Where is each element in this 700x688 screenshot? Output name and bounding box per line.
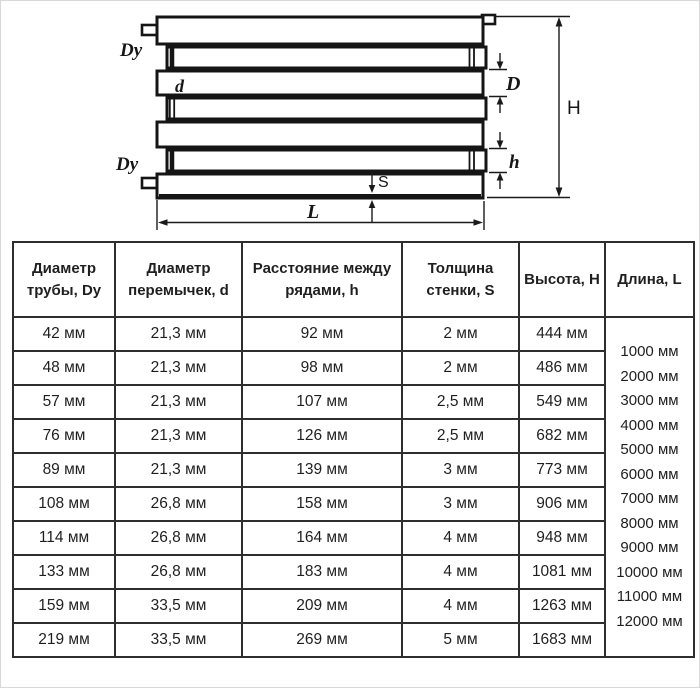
label-dy-top: Dy xyxy=(120,40,143,61)
table-row xyxy=(13,385,694,419)
spec-cell: 98 мм xyxy=(242,351,402,385)
spec-cell: 164 мм xyxy=(242,521,402,555)
header-length: Длина, L xyxy=(605,242,694,317)
spec-cell: 26,8 мм xyxy=(115,555,242,589)
spec-cell: 57 мм xyxy=(13,385,115,419)
table-row xyxy=(13,555,694,589)
length-option: 11000 мм xyxy=(616,588,683,605)
length-option: 2000 мм xyxy=(620,367,679,385)
table-row xyxy=(13,589,694,623)
length-option: 5000 мм xyxy=(620,441,679,458)
spec-table-body xyxy=(13,317,694,657)
spec-cell: 444 мм xyxy=(519,317,605,351)
tube-row xyxy=(157,71,483,95)
label-dy-bottom: Dy xyxy=(116,154,139,175)
label-L: L xyxy=(307,201,320,223)
spec-table xyxy=(12,241,695,658)
label-d: d xyxy=(175,76,184,96)
tube-row xyxy=(167,47,486,68)
label-h: h xyxy=(509,152,520,173)
length-options-cell xyxy=(605,317,694,657)
spec-cell: 2 мм xyxy=(402,351,519,385)
spec-cell: 33,5 мм xyxy=(115,623,242,657)
spec-cell: 5 мм xyxy=(402,623,519,657)
length-option: 7000 мм xyxy=(620,490,679,507)
spec-cell: 948 мм xyxy=(519,521,605,555)
table-row xyxy=(13,317,694,351)
spec-cell: 159 мм xyxy=(13,589,115,623)
spec-cell: 108 мм xyxy=(13,487,115,521)
spec-cell: 219 мм xyxy=(13,623,115,657)
spec-cell: 906 мм xyxy=(519,487,605,521)
spec-cell: 2,5 мм xyxy=(402,385,519,419)
spec-cell: 4 мм xyxy=(402,589,519,623)
spec-cell: 773 мм xyxy=(519,453,605,487)
spec-cell: 21,3 мм xyxy=(115,385,242,419)
spec-cell: 549 мм xyxy=(519,385,605,419)
spec-cell: 2,5 мм xyxy=(402,419,519,453)
header-row-distance: Расстояние между рядами, h xyxy=(242,242,402,317)
header-pipe-diameter: Диаметр трубы, Dy xyxy=(13,242,115,317)
spec-cell: 126 мм xyxy=(242,419,402,453)
length-options-list xyxy=(606,340,693,634)
length-option: 6000 мм xyxy=(620,465,679,483)
spec-cell: 26,8 мм xyxy=(115,487,242,521)
spec-cell: 4 мм xyxy=(402,521,519,555)
spec-cell: 139 мм xyxy=(242,453,402,487)
spec-cell: 2 мм xyxy=(402,317,519,351)
table-row xyxy=(13,487,694,521)
spec-cell: 682 мм xyxy=(519,419,605,453)
label-D: D xyxy=(506,73,521,95)
spec-cell: 3 мм xyxy=(402,453,519,487)
tube-row xyxy=(167,98,486,119)
table-row xyxy=(13,453,694,487)
table-row xyxy=(13,419,694,453)
table-row xyxy=(13,521,694,555)
tube-row xyxy=(157,17,483,44)
spec-cell: 114 мм xyxy=(13,521,115,555)
spec-cell: 92 мм xyxy=(242,317,402,351)
spec-cell: 269 мм xyxy=(242,623,402,657)
length-option: 12000 мм xyxy=(616,612,683,630)
spec-cell: 1081 мм xyxy=(519,555,605,589)
spec-table-header xyxy=(13,242,694,317)
tube-row xyxy=(157,122,483,147)
length-option: 3000 мм xyxy=(620,392,679,409)
header-jumper-diameter: Диаметр перемычек, d xyxy=(115,242,242,317)
spec-cell: 42 мм xyxy=(13,317,115,351)
spec-cell: 158 мм xyxy=(242,487,402,521)
tube-row xyxy=(167,150,486,171)
spec-cell: 48 мм xyxy=(13,351,115,385)
label-H: H xyxy=(567,98,581,119)
table-row xyxy=(13,623,694,657)
length-option: 10000 мм xyxy=(616,563,683,581)
spec-cell: 33,5 мм xyxy=(115,589,242,623)
spec-cell: 21,3 мм xyxy=(115,419,242,453)
spec-cell: 183 мм xyxy=(242,555,402,589)
table-row xyxy=(13,351,694,385)
register-diagram xyxy=(1,1,700,239)
spec-cell: 26,8 мм xyxy=(115,521,242,555)
length-option: 4000 мм xyxy=(620,416,679,434)
spec-cell: 89 мм xyxy=(13,453,115,487)
spec-cell: 3 мм xyxy=(402,487,519,521)
label-S: S xyxy=(378,174,389,191)
length-option: 1000 мм xyxy=(620,343,679,360)
spec-cell: 1683 мм xyxy=(519,623,605,657)
spec-cell: 133 мм xyxy=(13,555,115,589)
spec-cell: 21,3 мм xyxy=(115,317,242,351)
spec-cell: 107 мм xyxy=(242,385,402,419)
spec-cell: 1263 мм xyxy=(519,589,605,623)
spec-cell: 209 мм xyxy=(242,589,402,623)
header-height: Высота, H xyxy=(519,242,605,317)
register-diagram-svg xyxy=(1,1,700,239)
spec-cell: 21,3 мм xyxy=(115,351,242,385)
length-option: 9000 мм xyxy=(620,539,679,556)
header-wall-thickness: Толщина стенки, S xyxy=(402,242,519,317)
spec-cell: 76 мм xyxy=(13,419,115,453)
spec-cell: 4 мм xyxy=(402,555,519,589)
spec-cell: 486 мм xyxy=(519,351,605,385)
length-option: 8000 мм xyxy=(620,514,679,532)
spec-cell: 21,3 мм xyxy=(115,453,242,487)
